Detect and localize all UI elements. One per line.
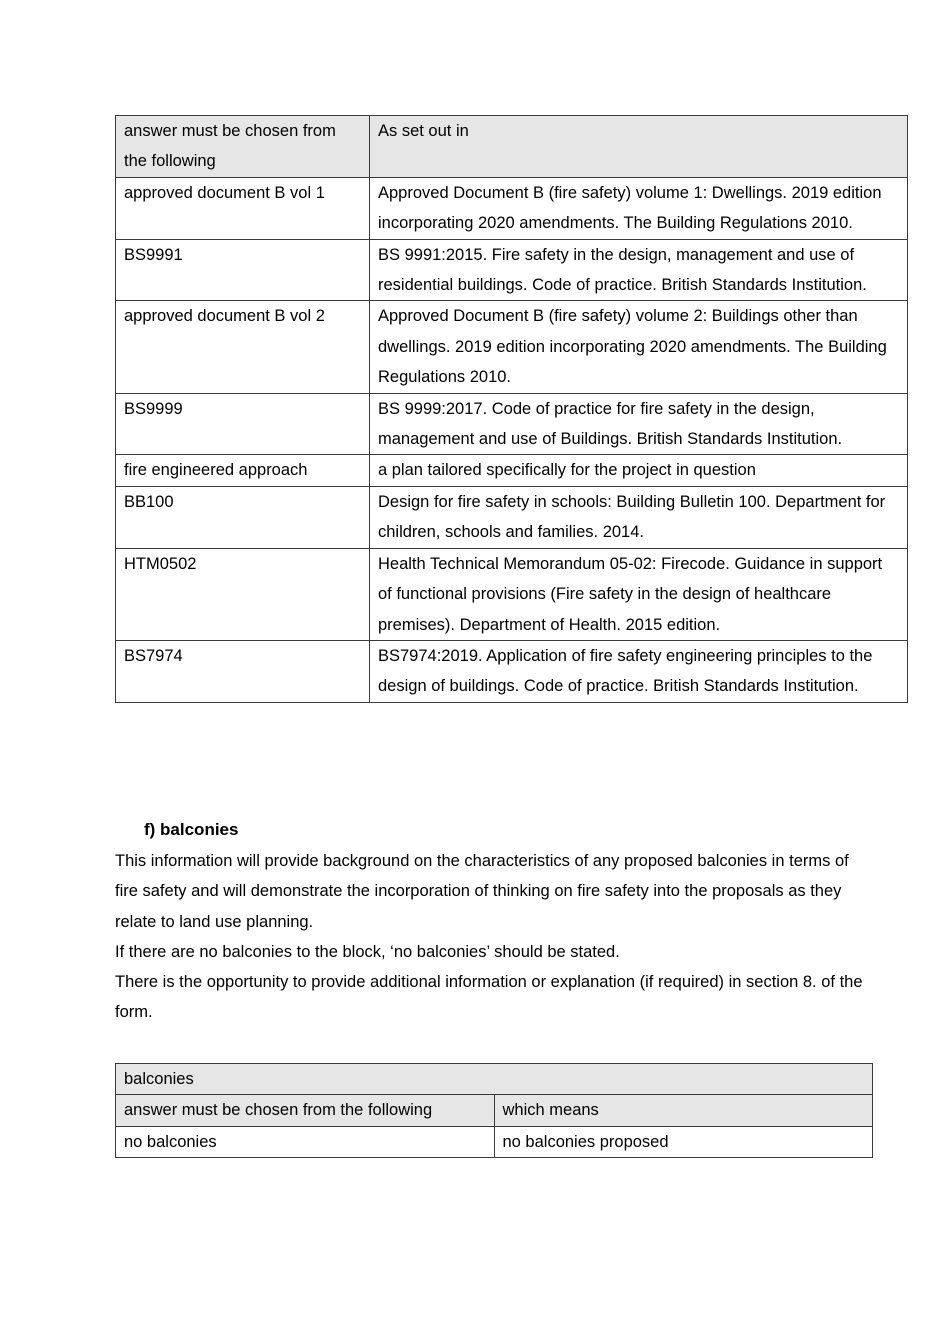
table-row <box>116 177 908 239</box>
row-option: approved document B vol 2 <box>116 301 370 393</box>
row-meaning: Health Technical Memorandum 05-02: Firecode. Guidance in support of functional provisions (Fire safety in the design of healthcare premises). Department of Health. 2015 edition. <box>370 548 908 640</box>
paragraph: There is the opportunity to provide additional information or explanation (if required) in section 8. of the form. <box>115 973 863 1022</box>
header-which-means: which means <box>494 1095 873 1126</box>
row-option: HTM0502 <box>116 548 370 640</box>
table-header-row <box>116 1095 873 1126</box>
row-meaning: Design for fire safety in schools: Building Bulletin 100. Department for children, schools and families. 2014. <box>370 486 908 548</box>
row-meaning: no balconies proposed <box>494 1126 873 1157</box>
header-set-out-in: As set out in <box>370 116 908 178</box>
header-options: answer must be chosen from the following <box>116 116 370 178</box>
table-row <box>116 301 908 393</box>
balconies-table <box>115 1063 873 1158</box>
table-row <box>116 548 908 640</box>
row-option: BS9991 <box>116 239 370 301</box>
row-meaning: BS 9999:2017. Code of practice for fire safety in the design, management and use of Buildings. British Standards Institution. <box>370 393 908 455</box>
table-row <box>116 640 908 702</box>
row-meaning: Approved Document B (fire safety) volume 1: Dwellings. 2019 edition incorporating 2020 amendments. The Building Regulations 2010. <box>370 177 908 239</box>
fire-safety-standards-table <box>115 115 908 703</box>
header-options: answer must be chosen from the following <box>116 1095 495 1126</box>
row-option: BS7974 <box>116 640 370 702</box>
row-meaning: BS7974:2019. Application of fire safety engineering principles to the design of buildings. Code of practice. British Standards Institution. <box>370 640 908 702</box>
row-option: no balconies <box>116 1126 495 1157</box>
row-option: BB100 <box>116 486 370 548</box>
paragraph: This information will provide background on the characteristics of any proposed balconies in terms of fire safety and will demonstrate the incorporation of thinking on fire safety into the proposals as they relate to land use planning. <box>115 852 849 931</box>
row-meaning: a plan tailored specifically for the project in question <box>370 455 908 486</box>
row-option: fire engineered approach <box>116 455 370 486</box>
row-option: approved document B vol 1 <box>116 177 370 239</box>
table-title-row <box>116 1064 873 1095</box>
table-row <box>116 455 908 486</box>
table-row <box>116 239 908 301</box>
table-row <box>116 393 908 455</box>
paragraph: If there are no balconies to the block, ‘no balconies’ should be stated. <box>115 942 620 961</box>
section-description <box>115 846 875 1028</box>
row-option: BS9999 <box>116 393 370 455</box>
table-row <box>116 486 908 548</box>
section-heading-balconies: f) balconies <box>144 820 239 839</box>
table-row <box>116 1126 873 1157</box>
table-header-row <box>116 116 908 178</box>
table-title: balconies <box>116 1064 873 1095</box>
row-meaning: Approved Document B (fire safety) volume 2: Buildings other than dwellings. 2019 edition incorporating 2020 amendments. The Building Regulations 2010. <box>370 301 908 393</box>
row-meaning: BS 9991:2015. Fire safety in the design, management and use of residential buildings. Code of practice. British Standards Institution. <box>370 239 908 301</box>
